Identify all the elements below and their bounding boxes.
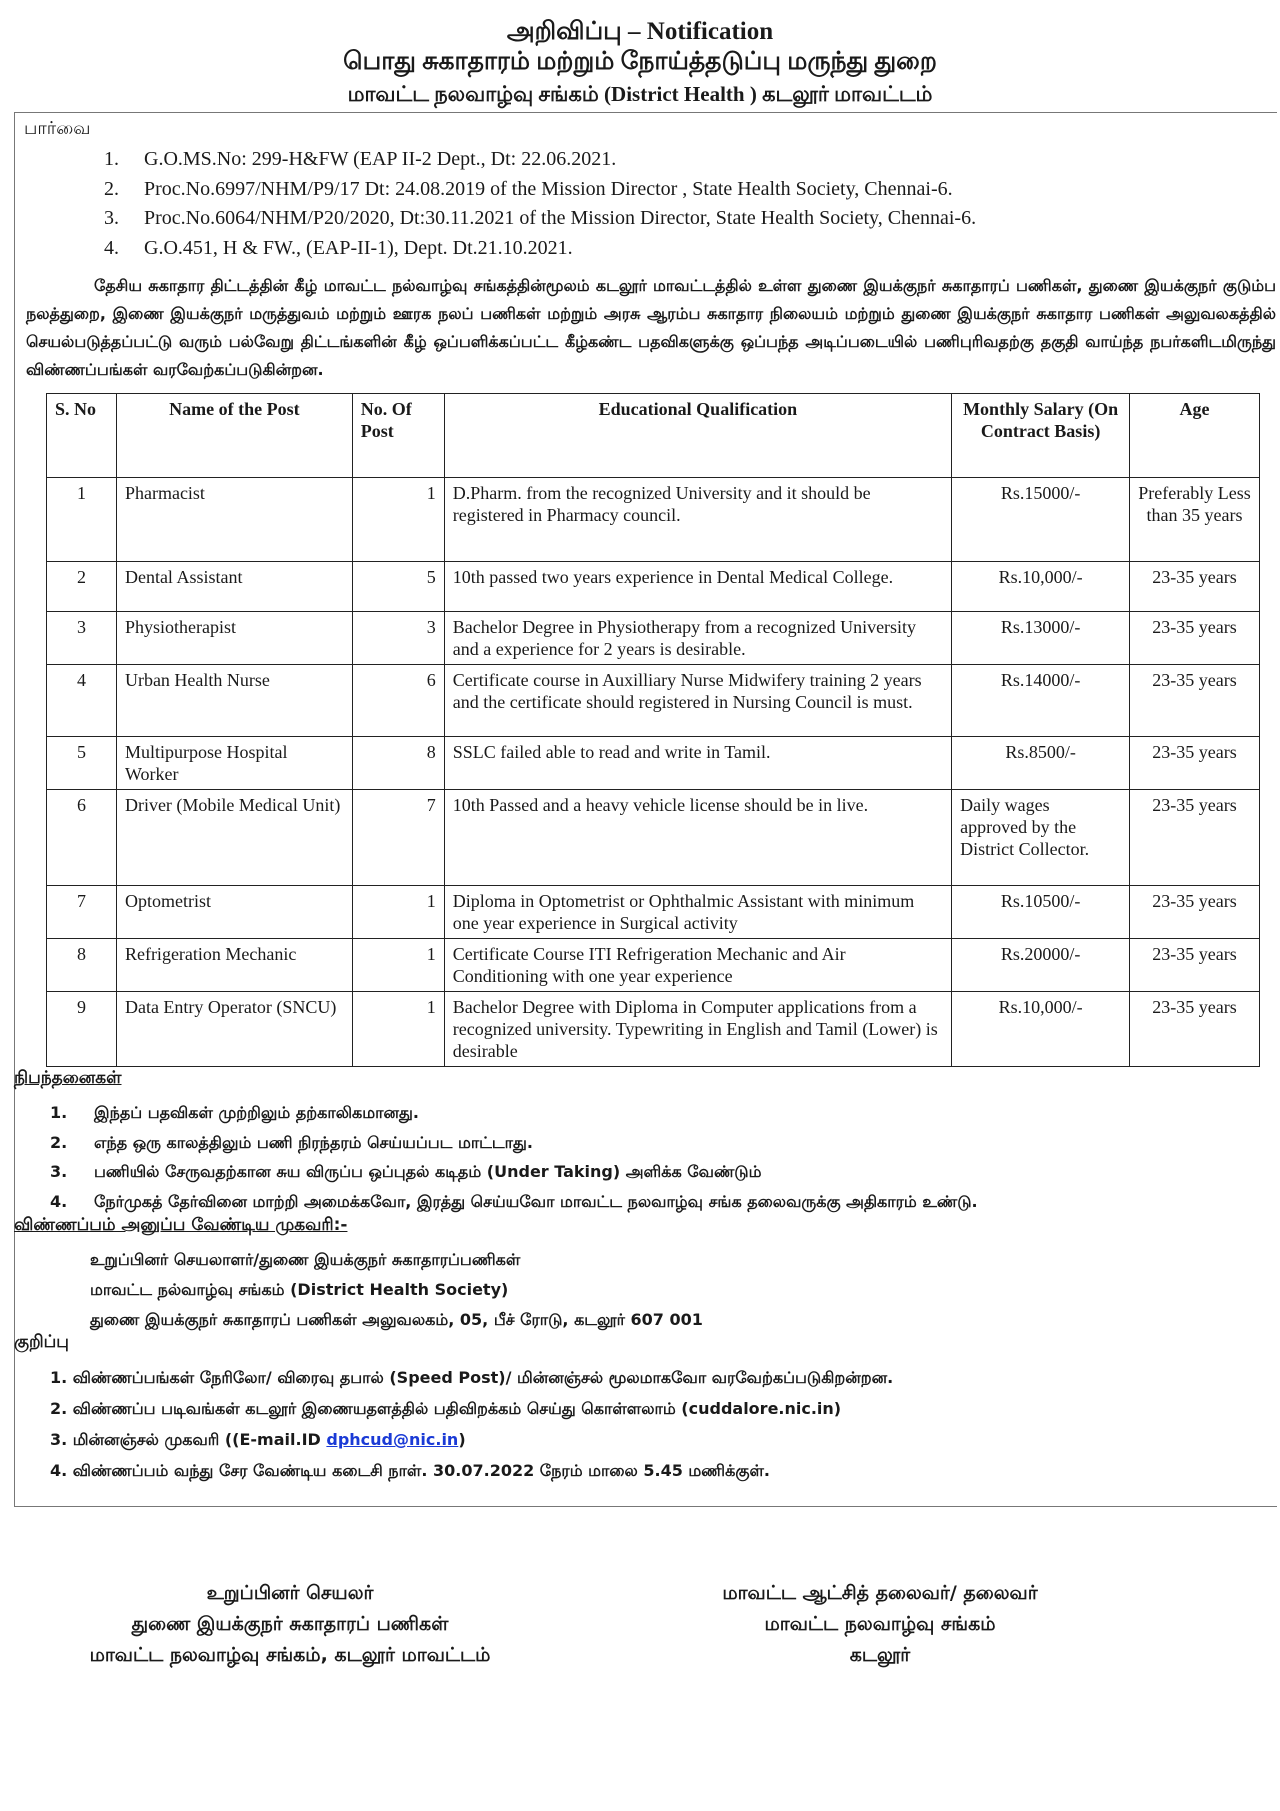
table-cell-count: 5 [352,562,444,612]
table-cell-salary: Rs.14000/- [952,665,1130,737]
table-cell-post: Refrigeration Mechanic [116,939,352,992]
table-cell-qual: Certificate course in Auxilliary Nurse Midwifery training 2 years and the certificate should registered in Nursing Council is must. [444,665,951,737]
address-heading: விண்ணப்பம் அனுப்ப வேண்டிய முகவரி:- [14,1215,348,1235]
table-cell-salary: Rs.20000/- [952,939,1130,992]
table-cell-salary: Rs.15000/- [952,478,1130,562]
address-line: மாவட்ட நல்வாழ்வு சங்கம் (District Health Society) [90,1280,509,1299]
table-row [47,790,1260,886]
table-cell-age: 23-35 years [1130,562,1260,612]
table-cell-age: 23-35 years [1130,737,1260,790]
column-header: Educational Qualification [444,394,951,478]
table-cell-sno: 8 [47,939,117,992]
reference-item: 1. G.O.MS.No: 299-H&FW (EAP II-2 Dept., Dt: 22.06.2021. [104,148,617,170]
table-row [47,665,1260,737]
signature-left [40,1578,540,1671]
table-header-row [47,394,1260,478]
table-cell-sno: 6 [47,790,117,886]
table-cell-post: Urban Health Nurse [116,665,352,737]
table-cell-qual: D.Pharm. from the recognized University and it should be registered in Pharmacy council. [444,478,951,562]
table-cell-qual: Diploma in Optometrist or Ophthalmic Assistant with minimum one year experience in Surgical activity [444,886,951,939]
table-cell-age: 23-35 years [1130,886,1260,939]
list-item: 2. எந்த ஒரு காலத்திலும் பணி நிரந்தரம் செய்யப்பட மாட்டாது. [50,1132,533,1152]
table-cell-count: 6 [352,665,444,737]
table-cell-count: 7 [352,790,444,886]
table-cell-sno: 3 [47,612,117,665]
reference-item: 4. G.O.451, H & FW., (EAP-II-1), Dept. Dt.21.10.2021. [104,236,573,259]
table-cell-post: Pharmacist [116,478,352,562]
table-cell-sno: 7 [47,886,117,939]
table-cell-salary: Rs.10,000/- [952,562,1130,612]
notes-heading: குறிப்பு [14,1332,69,1352]
list-item: 4. நேர்முகத் தேர்வினை மாற்றி அமைக்கவோ, இரத்து செய்யவோ மாவட்ட நலவாழ்வு சங்க தலைவருக்கு அதிகாரம் உண்டு. [50,1191,978,1211]
table-cell-post: Physiotherapist [116,612,352,665]
column-header: Age [1130,394,1260,478]
table-cell-sno: 4 [47,665,117,737]
table-cell-qual: Bachelor Degree with Diploma in Computer applications from a recognized university. Typewriting in English and Tamil (Lower) is desirable [444,992,951,1067]
table-cell-post: Driver (Mobile Medical Unit) [116,790,352,886]
table-cell-salary: Rs.10500/- [952,886,1130,939]
reference-item: 2. Proc.No.6997/NHM/P9/17 Dt: 24.08.2019 of the Mission Director , State Health Society, Chennai-6. [104,177,953,200]
table-cell-post: Dental Assistant [116,562,352,612]
references-label: பார்வை [24,118,91,139]
intro-paragraph: தேசிய சுகாதார திட்டத்தின் கீழ் மாவட்ட நல்வாழ்வு சங்கத்தின்மூலம் கடலூர் மாவட்டத்தில் உள்ள துணை இயக்குநர் சுகாதாரப் பணிகள், துணை இயக்குநர் குடும்ப நலத்துறை, இணை இயக்குநர் மருத்துவம் மற்றும் ஊரக நலப் பணிகள் மற்றும் அரசு ஆரம்ப சுகாதார நிலையம் மற்றும் துணை இயக்குநர் சுகாதார பணிகள் அலுவலகத்தில் செயல்படுத்தப்பட்டு வரும் பல்வேறு திட்டங்களின் கீழ் ஒப்பளிக்கப்பட்ட கீழ்கண்ட பதவிகளுக்கு ஒப்பந்த அடிப்படையில் பணிபுரிவதற்கு தகுதி வாய்ந்த நபர்களிடமிருந்து விண்ணப்பங்கள் வரவேற்கப்படுகின்றன. [26,276,1276,379]
table-cell-salary: Rs.8500/- [952,737,1130,790]
references-list [104,145,976,263]
signature-line: மாவட்ட நலவாழ்வு சங்கம் [764,1613,996,1635]
table-cell-qual: 10th Passed and a heavy vehicle license should be in live. [444,790,951,886]
table-cell-age: 23-35 years [1130,612,1260,665]
column-header: No. Of Post [352,394,444,478]
address-block [90,1245,703,1335]
list-item: 2. விண்ணப்ப படிவங்கள் கடலூர் இணையதளத்தில் பதிவிறக்கம் செய்து கொள்ளலாம் (cuddalore.nic.in) [50,1399,842,1418]
table-cell-count: 1 [352,939,444,992]
table-row [47,939,1260,992]
list-item: 4. விண்ணப்பம் வந்து சேர வேண்டிய கடைசி நாள். 30.07.2022 நேரம் மாலை 5.45 மணிக்குள். [50,1461,770,1480]
table-cell-sno: 5 [47,737,117,790]
table-cell-age: 23-35 years [1130,790,1260,886]
society-title: மாவட்ட நலவாழ்வு சங்கம் (District Health ) கடலூர் மாவட்டம் [347,82,933,106]
signature-line: மாவட்ட நலவாழ்வு சங்கம், கடலூர் மாவட்டம் [89,1644,491,1666]
table-cell-salary: Rs.10,000/- [952,992,1130,1067]
address-line: உறுப்பினர் செயலாளர்/துணை இயக்குநர் சுகாதாரப்பணிகள் [90,1250,521,1269]
table-cell-count: 3 [352,612,444,665]
table-cell-age: 23-35 years [1130,665,1260,737]
signature-right [640,1578,1120,1671]
table-cell-post: Optometrist [116,886,352,939]
table-cell-sno: 9 [47,992,117,1067]
table-cell-count: 8 [352,737,444,790]
table-cell-salary: Rs.13000/- [952,612,1130,665]
table-cell-age: Preferably Less than 35 years [1130,478,1260,562]
table-cell-sno: 2 [47,562,117,612]
table-row [47,992,1260,1067]
column-header: Monthly Salary (On Contract Basis) [952,394,1130,478]
signature-line: கடலூர் [849,1644,911,1666]
table-cell-post: Multipurpose Hospital Worker [116,737,352,790]
notes-list [50,1362,893,1486]
conditions-heading: நிபந்தனைகள் [14,1068,122,1088]
column-header: S. No [47,394,117,478]
table-cell-sno: 1 [47,478,117,562]
notification-title: அறிவிப்பு – Notification [506,18,774,45]
table-cell-count: 1 [352,886,444,939]
email-link[interactable]: dphcud@nic.in [326,1430,459,1449]
table-row [47,478,1260,562]
table-cell-age: 23-35 years [1130,992,1260,1067]
posts-table [46,393,1260,1067]
table-cell-qual: Bachelor Degree in Physiotherapy from a recognized University and a experience for 2 years is desirable. [444,612,951,665]
table-cell-count: 1 [352,992,444,1067]
signature-line: மாவட்ட ஆட்சித் தலைவர்/ தலைவர் [722,1582,1038,1604]
department-title: பொது சுகாதாரம் மற்றும் நோய்த்தடுப்பு மருந்து துறை [343,48,937,75]
list-item: 3. பணியில் சேருவதற்கான சுய விருப்ப ஒப்புதல் கடிதம் (Under Taking) அளிக்க வேண்டும் [50,1162,762,1181]
table-row [47,612,1260,665]
list-item: 1. இந்தப் பதவிகள் முற்றிலும் தற்காலிகமானது. [50,1103,419,1122]
table-cell-salary: Daily wages approved by the District Collector. [952,790,1130,886]
table-cell-qual: Certificate Course ITI Refrigeration Mechanic and Air Conditioning with one year experience [444,939,951,992]
list-item: 1. விண்ணப்பங்கள் நேரிலோ/ விரைவு தபால் (Speed Post)/ மின்னஞ்சல் மூலமாகவோ வரவேற்கப்படுகிறன்றன. [50,1368,894,1387]
list-item: 3. மின்னஞ்சல் முகவரி ((E-mail.ID dphcud@nic.in) [50,1430,466,1449]
table-cell-post: Data Entry Operator (SNCU) [116,992,352,1067]
reference-item: 3. Proc.No.6064/NHM/P20/2020, Dt:30.11.2021 of the Mission Director, State Health Society, Chennai-6. [104,207,977,229]
table-row [47,562,1260,612]
table-cell-qual: SSLC failed able to read and write in Tamil. [444,737,951,790]
table-cell-age: 23-35 years [1130,939,1260,992]
address-line: துணை இயக்குநர் சுகாதாரப் பணிகள் அலுவலகம், 05, பீச் ரோடு, கடலூர் 607 001 [90,1310,703,1329]
signature-line: உறுப்பினர் செயலர் [206,1582,374,1604]
conditions-list [50,1098,978,1216]
table-row [47,886,1260,939]
table-cell-qual: 10th passed two years experience in Dental Medical College. [444,562,951,612]
signature-line: துணை இயக்குநர் சுகாதாரப் பணிகள் [131,1613,449,1635]
column-header: Name of the Post [116,394,352,478]
table-cell-count: 1 [352,478,444,562]
table-row [47,737,1260,790]
